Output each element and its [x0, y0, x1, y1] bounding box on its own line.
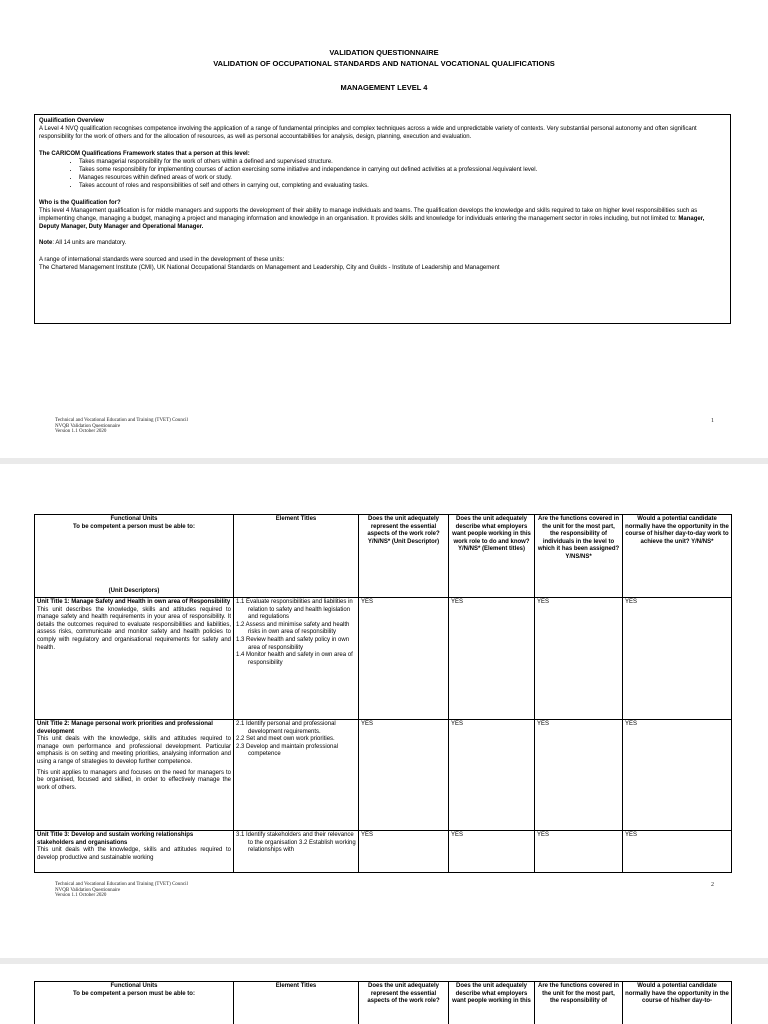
unit-descriptor: Unit Title 1: Manage Safety and Health in own area of Responsibility This unit describes the knowledge, skills and attitudes required to manage safety and health requirements in your area of responsibility. It details the outcomes required to evaluate responsibilities and liabilities, assess risks, communicate and monitor safety and health policies to comply with regulatory and organisational requirements for safety and health.: [35, 598, 234, 720]
page-number: 2: [711, 882, 714, 888]
col-essential-aspects: Does the unit adequately represent the essential aspects of the work role?: [359, 982, 449, 1024]
answer-cell[interactable]: YES: [535, 831, 623, 873]
answer-cell[interactable]: YES: [623, 598, 732, 720]
table-row: [35, 720, 732, 831]
answer-cell[interactable]: YES: [623, 831, 732, 873]
framework-list: [39, 158, 726, 191]
page-footer: Technical and Vocational Education and Training (TVET) Council NVQB Validation Questionnaire Version 1.1 October 2020: [55, 882, 188, 898]
col-functional-units: Functional Units To be competent a person must be able to:: [35, 982, 234, 1024]
page-number: 1: [711, 418, 714, 424]
answer-cell[interactable]: YES: [449, 720, 535, 831]
qualification-overview-box: [34, 114, 731, 324]
validation-table: [34, 981, 732, 1024]
framework-bullet: • Takes account of roles and responsibilities of self and others in carrying out, completing and evaluating tasks.: [79, 182, 726, 190]
table-header-row: [35, 982, 732, 1024]
answer-cell[interactable]: YES: [449, 598, 535, 720]
validation-table: [34, 514, 732, 873]
unit-descriptor: Unit Title 2: Manage personal work priorities and professional development This unit deals with the knowledge, skills and attitudes required to manage own performance and professional development. Particular emphasis is on setting and meeting priorities, analysing information and using a range of strategies to develop further competence. This unit applies to managers and focuses on the need for managers to be organised, focused and skilled, in order to effectively manage the work of others.: [35, 720, 234, 831]
col-element-titles: Element Titles: [234, 515, 359, 598]
framework-bullet: • Manages resources within defined areas of work or study.: [79, 174, 726, 182]
col-responsibility-level: Are the functions covered in the unit for the most part, the responsibility of individuals in the level to which it has been assigned? Y/NS/NS*: [535, 515, 623, 598]
unit-descriptor: Unit Title 3: Develop and sustain working relationships stakeholders and organisations This unit deals with the knowledge, skills and attitudes required to develop productive and sustainable working: [35, 831, 234, 873]
table-row: [35, 598, 732, 720]
col-employer-wants: Does the unit adequately describe what employers want people working in this work role to do and know? Y/N/NS* (Element titles): [449, 515, 535, 598]
table-row: [35, 831, 732, 873]
who-roles: Manager, Deputy Manager, Duty Manager and Operational Manager.: [39, 216, 705, 231]
framework-heading: The CARICOM Qualifications Framework states that a person at this level:: [39, 150, 250, 157]
col-opportunity: Would a potential candidate normally have the opportunity in the course of his/her day-to-: [623, 982, 732, 1024]
overview-text: A Level 4 NVQ qualification recognises competence involving the application of a range of fundamental principles and complex techniques across a wide and unpredictable variety of contexts. Very substantial personal autonomy and often significant responsibility for the work of others and for the allocation of resources, as well as personal accountabilities for analysis, design, planning, execution and evaluation.: [39, 126, 697, 141]
col-essential-aspects: Does the unit adequately represent the essential aspects of the work role? Y/N/NS* (Unit Descriptor): [359, 515, 449, 598]
note: Note: All 14 units are mandatory.: [39, 240, 127, 247]
overview-heading: Qualification Overview: [39, 118, 104, 124]
framework-bullet: • Takes some responsibility for implementing courses of action exercising some initiative and independence in carrying out defined activities at a professional /equivalent level.: [79, 166, 726, 174]
answer-cell[interactable]: YES: [535, 598, 623, 720]
element-titles: 2.1 Identify personal and professional development requirements. 2.2 Set and meet own work priorities. 2.3 Develop and maintain professional competence: [234, 720, 359, 831]
answer-cell[interactable]: YES: [359, 720, 449, 831]
answer-cell[interactable]: YES: [359, 598, 449, 720]
answer-cell[interactable]: YES: [623, 720, 732, 831]
doc-title: VALIDATION QUESTIONNAIRE: [329, 48, 439, 57]
qualification-level: MANAGEMENT LEVEL 4: [340, 83, 428, 92]
element-titles: 3.1 Identify stakeholders and their relevance to the organisation 3.2 Establish working relationships with: [234, 831, 359, 873]
col-employer-wants: Does the unit adequately describe what employers want people working in this: [449, 982, 535, 1024]
col-opportunity: Would a potential candidate normally have the opportunity in the course of his/her day-to-day work to achieve the unit? Y/N/NS*: [623, 515, 732, 598]
page-1: [0, 0, 768, 458]
page-footer: Technical and Vocational Education and Training (TVET) Council NVQB Validation Questionnaire Version 1.1 October 2020: [55, 418, 188, 434]
answer-cell[interactable]: YES: [449, 831, 535, 873]
col-element-titles: Element Titles: [234, 982, 359, 1024]
who-text: This level 4 Management qualification is for middle managers and supports the development of their ability to manage individuals and teams. The qualification develops the knowledge and skills required to take on higher level responsibilities such as implementing change, managing a budget, managing a project and managing information and knowledge in an organisation. It provides skills and knowledge for individuals entering the management sector in roles including, but not limited to: Manager, Deputy Manager, Duty Manager and Operational Manager.: [39, 207, 705, 231]
doc-subtitle: VALIDATION OF OCCUPATIONAL STANDARDS AND NATIONAL VOCATIONAL QUALIFICATIONS: [213, 59, 555, 68]
col-functional-units: Functional Units To be competent a person must be able to: (Unit Descriptors): [35, 515, 234, 598]
sources-intro: A range of international standards were sourced and used in the development of these units:: [39, 256, 285, 263]
element-titles: 1.1 Evaluate responsibilities and liabilities in relation to safety and health legislation and regulations 1.2 Assess and minimise safety and health risks in own area of responsibility 1.3 Review health and safety policy in own area of responsibility 1.4 Monitor health and safety in own area of responsibility: [234, 598, 359, 720]
page-3: [0, 964, 768, 1024]
sources-list: The Chartered Management Institute (CMI), UK National Occupational Standards on Management and Leadership, City and Guilds - Institute of Leadership and Management: [39, 264, 500, 271]
answer-cell[interactable]: YES: [359, 831, 449, 873]
table-header-row: [35, 515, 732, 598]
answer-cell[interactable]: YES: [535, 720, 623, 831]
framework-bullet: • Takes managerial responsibility for the work of others within a defined and supervised structure.: [79, 158, 726, 166]
page-2: [0, 464, 768, 958]
who-heading: Who is the Qualification for?: [39, 199, 121, 206]
col-responsibility-level: Are the functions covered in the unit for the most part, the responsibility of: [535, 982, 623, 1024]
